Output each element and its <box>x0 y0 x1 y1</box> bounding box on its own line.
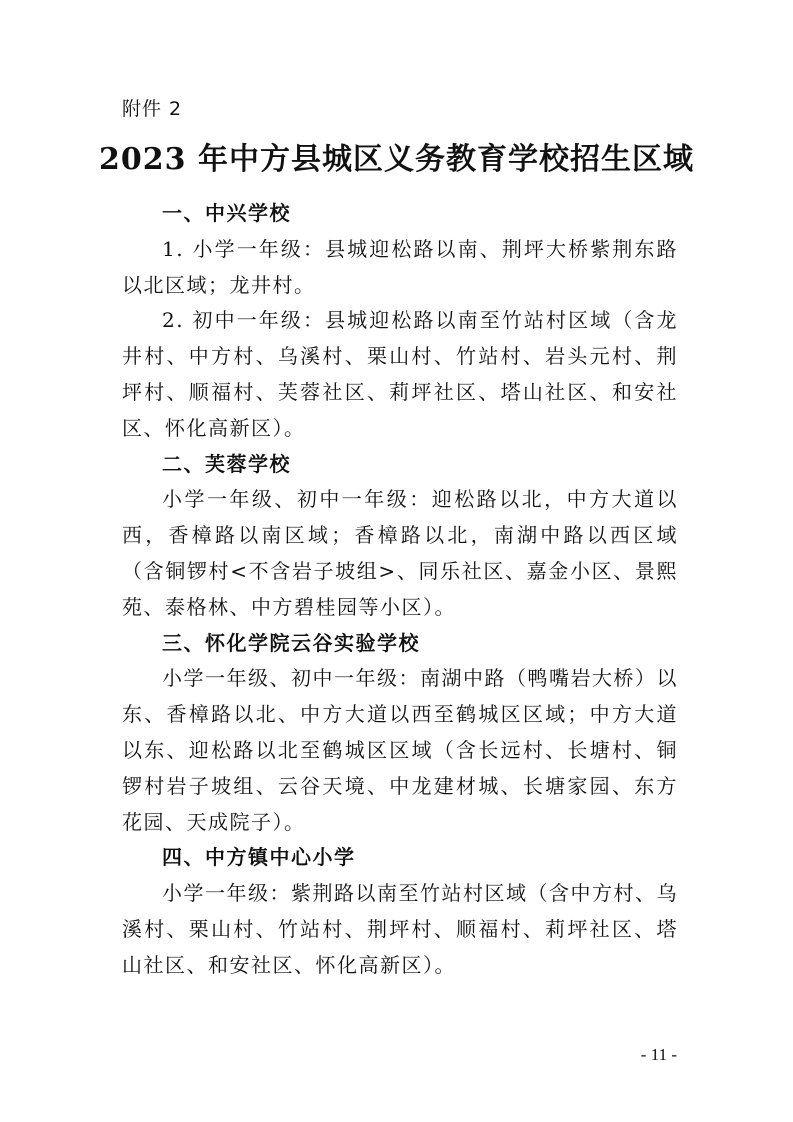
page-number: - 11 - <box>640 1045 677 1064</box>
attachment-label: 附件 2 <box>122 98 183 120</box>
section-heading: 四、中方镇中心小学 <box>162 845 356 870</box>
section-paragraph: 2. 初中一年级：县城迎松路以南至竹站村区域（含龙井村、中方村、乌溪村、栗山村、竹站村、岩头元村、荆坪村、顺福村、芙蓉社区、莉坪社区、塔山社区、和安社区、怀化高新区）。 <box>122 308 678 440</box>
section-paragraph: 小学一年级、初中一年级：南湖中路（鸭嘴岩大桥）以东、香樟路以北、中方大道以西至鹤城区区域；中方大道以东、迎松路以北至鹤城区区域（含长远村、长塘村、铜锣村岩子坡组、云谷天境、中龙建材城、长塘家园、东方花园、天成院子）。 <box>122 666 678 834</box>
section-heading: 三、怀化学院云谷实验学校 <box>162 630 420 655</box>
section-zhongfang-central-primary <box>122 840 678 983</box>
section-furong-school <box>122 447 678 626</box>
section-yungu-experimental-school <box>122 626 678 841</box>
document-body <box>122 196 678 984</box>
document-title: 2023 年中方县城区义务教育学校招生区域 <box>99 142 694 177</box>
section-paragraph: 小学一年级、初中一年级：迎松路以北，中方大道以西，香樟路以南区域；香樟路以北，南湖中路以西区域（含铜锣村<不含岩子坡组>、同乐社区、嘉金小区、景熙苑、泰格林、中方碧桂园等小区）。 <box>122 487 678 619</box>
section-paragraph: 1. 小学一年级：县城迎松路以南、荆坪大桥紫荆东路以北区域；龙井村。 <box>122 236 678 297</box>
section-zhongxing-school <box>122 196 678 447</box>
section-heading: 一、中兴学校 <box>162 201 291 225</box>
section-paragraph: 小学一年级：紫荆路以南至竹站村区域（含中方村、乌溪村、栗山村、竹站村、荆坪村、顺福村、莉坪社区、塔山社区、和安社区、怀化高新区）。 <box>122 881 678 977</box>
section-heading: 二、芙蓉学校 <box>162 451 291 476</box>
